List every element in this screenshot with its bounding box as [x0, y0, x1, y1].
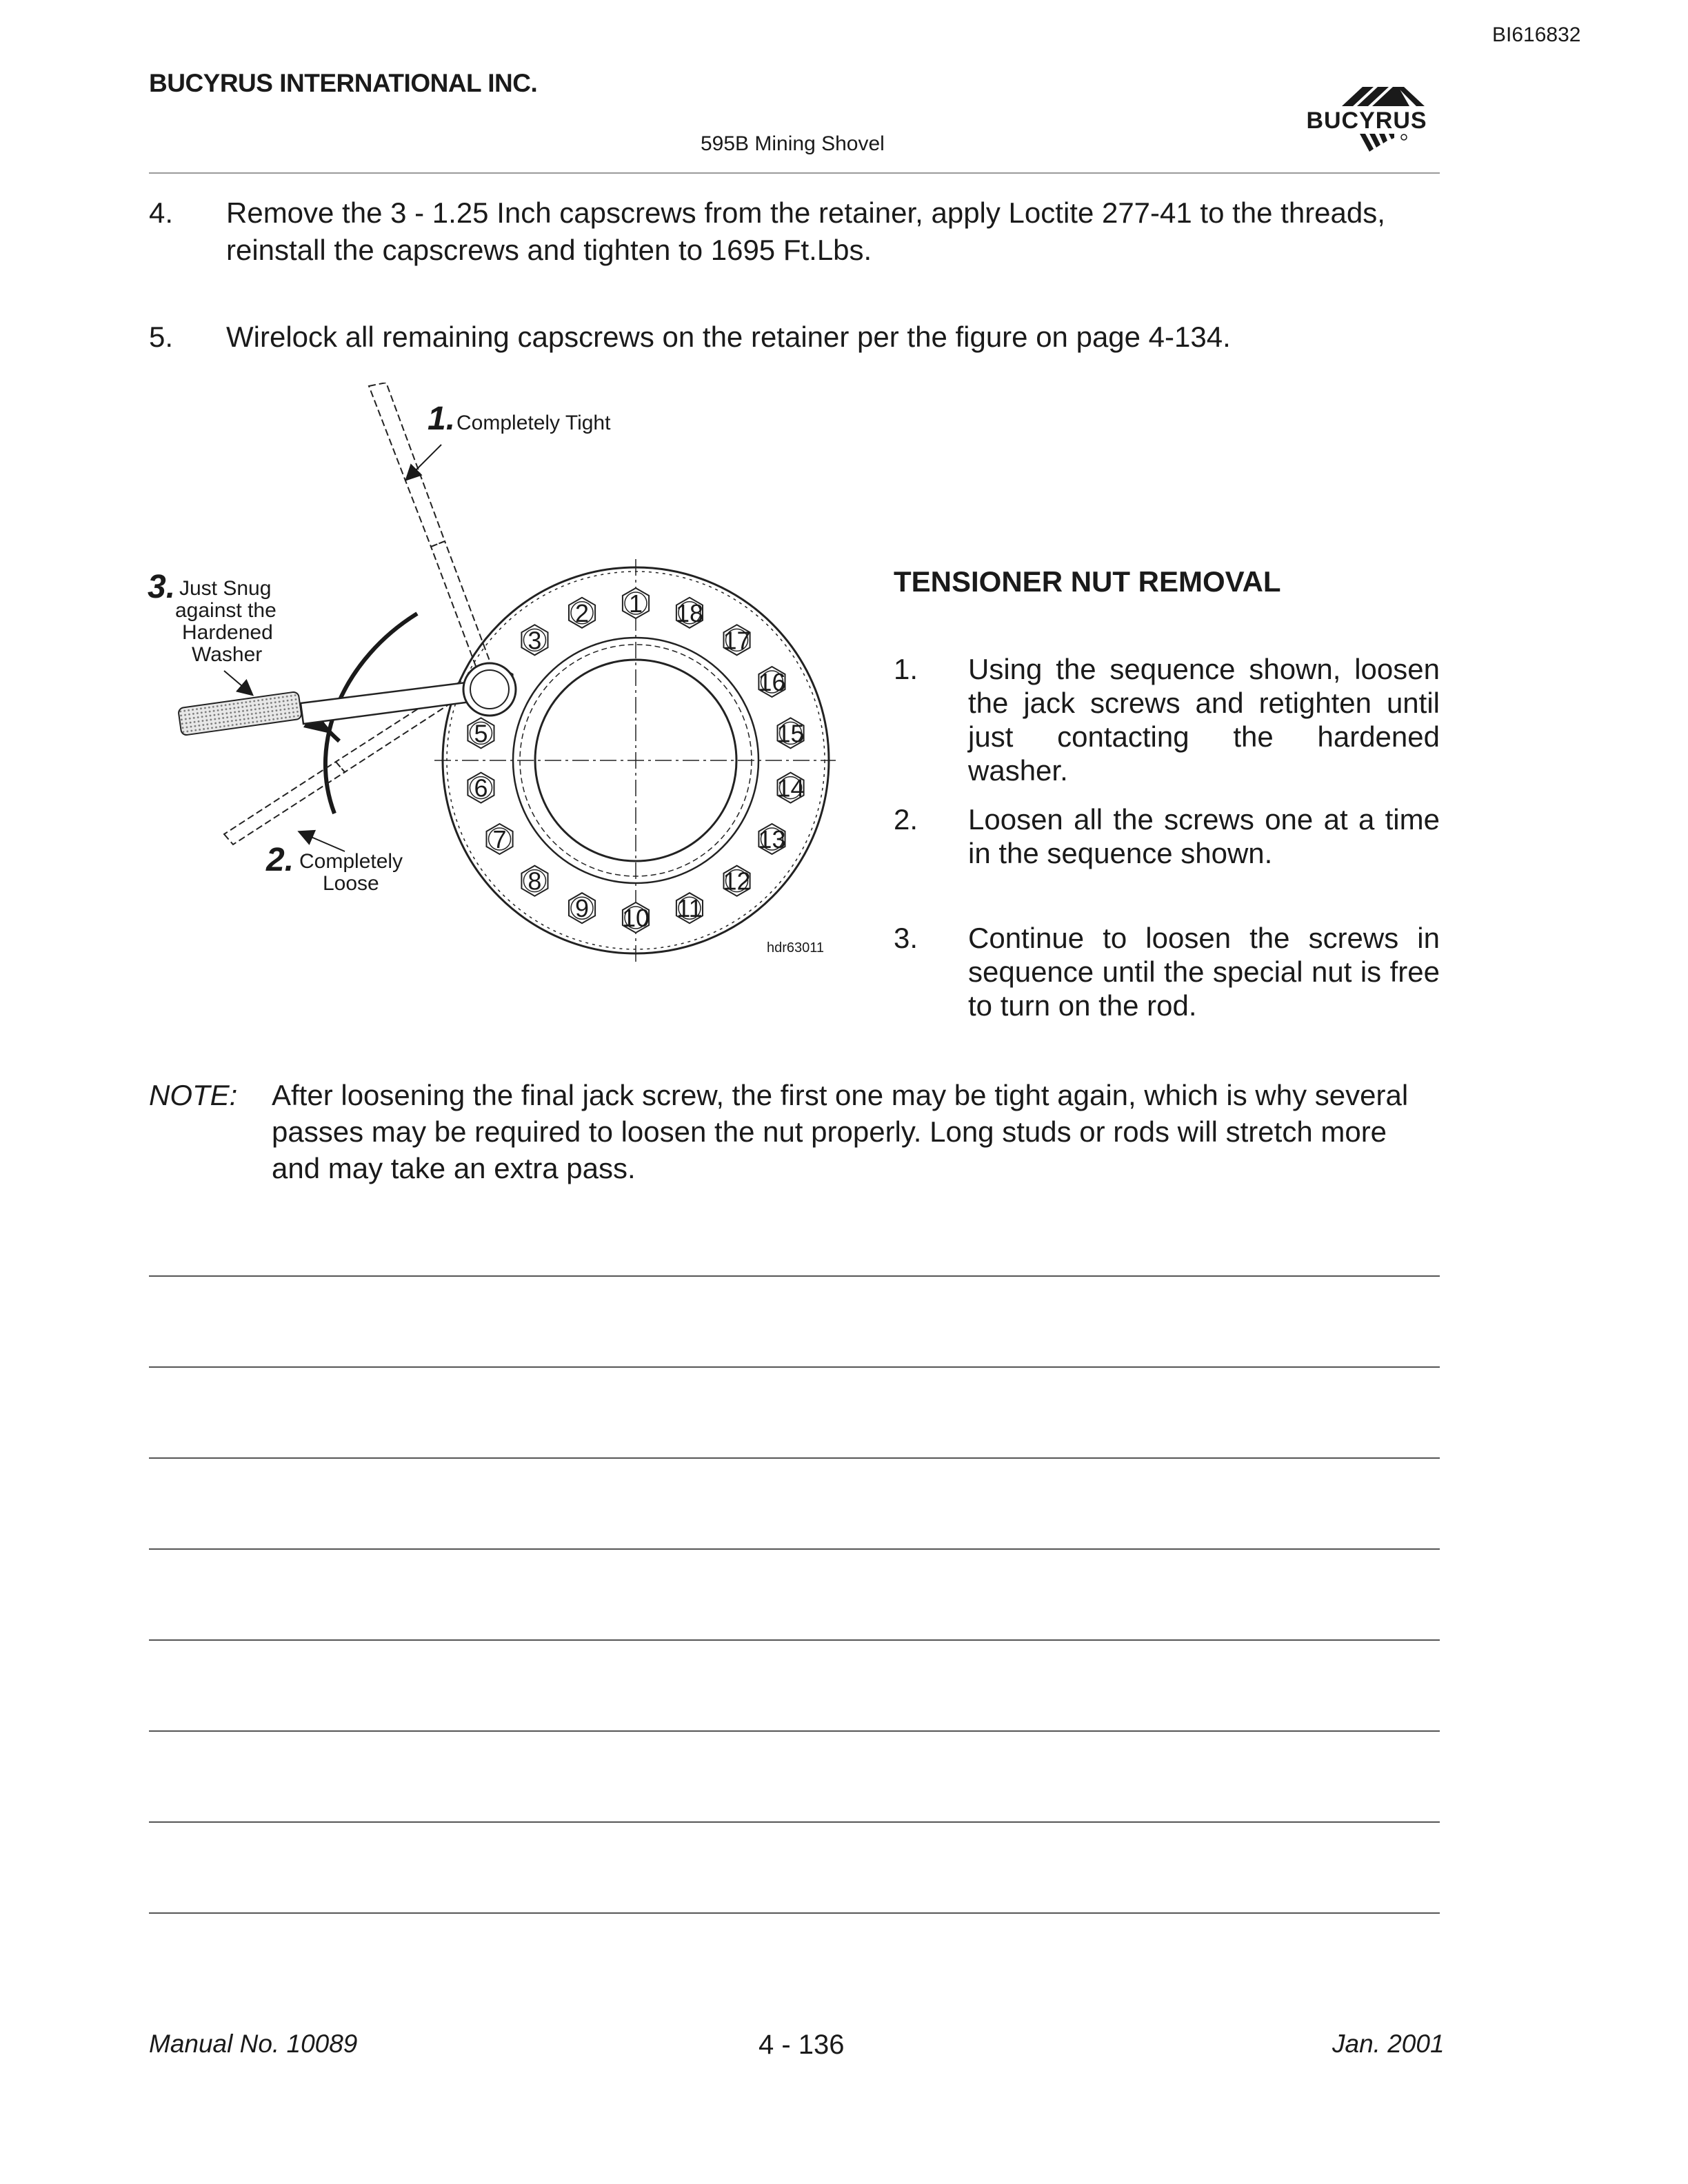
- notes-line: [149, 1821, 1440, 1823]
- bolt-label: 7: [492, 825, 507, 853]
- bolt-label: 3: [528, 626, 542, 655]
- step-number: 3.: [894, 922, 918, 954]
- document-id: BI616832: [1492, 23, 1581, 46]
- step-text: Continue to loosen the screws in sequence until the special nut is free to turn on the rod.: [968, 922, 1440, 1022]
- note-text: After loosening the final jack screw, the first one may be tight again, which is why several passes may be required to loosen the nut properly. Long studs or rods will stretch more and may take an extra pass.: [272, 1079, 1409, 1184]
- notes-line: [149, 1912, 1440, 1914]
- header-rule: [149, 172, 1440, 174]
- bolt-17: [723, 625, 751, 655]
- bolt-8: [521, 866, 547, 896]
- notes-line: [149, 1366, 1440, 1368]
- bolt-sequence-figure: [138, 383, 848, 975]
- flange: [434, 559, 836, 962]
- bucyrus-logo: [1294, 72, 1445, 161]
- callout-number: 2.: [266, 842, 294, 878]
- bolt-label: 12: [723, 867, 751, 896]
- bolt-label: 8: [528, 867, 542, 896]
- step-text: Remove the 3 - 1.25 Inch capscrews from the retainer, apply Loctite 277-41 to the threads, reinstall the capscrews and tighten to 1695 Ft.Lbs.: [226, 196, 1385, 266]
- notes-line: [149, 1548, 1440, 1550]
- step-text: Using the sequence shown, loosen the jack screws and retighten until just contacting the hardened washer.: [968, 653, 1440, 787]
- bolt-7: [487, 824, 513, 854]
- bolt-16: [758, 667, 785, 697]
- note-label: NOTE:: [149, 1079, 238, 1111]
- bolt-label: 13: [758, 825, 786, 853]
- procedure-step-2: [894, 802, 1440, 871]
- bolt-label: 1: [628, 589, 643, 618]
- bolt-label: 18: [675, 598, 704, 627]
- procedure-step-1: [894, 652, 1440, 787]
- bolt-18: [676, 598, 703, 628]
- notes-line: [149, 1639, 1440, 1641]
- section-title: TENSIONER NUT REMOVAL: [894, 565, 1281, 598]
- bolt-label: 11: [676, 894, 703, 923]
- bolt-label: 17: [723, 626, 751, 655]
- callout-number: 3.: [148, 569, 176, 605]
- callout-completely-tight: [407, 401, 611, 479]
- publication-date: Jan. 2001: [1332, 2030, 1445, 2058]
- callout-number: 1.: [428, 401, 456, 437]
- notes-line: [149, 1730, 1440, 1732]
- bolt-label: 6: [474, 774, 488, 802]
- bolt-label: 2: [575, 598, 590, 627]
- step-number: 5.: [149, 321, 174, 353]
- bolt-9: [569, 893, 595, 923]
- bolt-label: 5: [474, 719, 488, 748]
- step-text: Wirelock all remaining capscrews on the retainer per the figure on page 4-134.: [226, 321, 1231, 353]
- manual-number: Manual No. 10089: [149, 2030, 358, 2058]
- bolt-15: [777, 718, 805, 748]
- page-number: 4 - 136: [758, 2030, 845, 2060]
- step-4: [149, 194, 1440, 277]
- bolt-10: [622, 902, 650, 933]
- callout-label: Just Snug: [179, 577, 272, 600]
- bolt-6: [468, 773, 494, 803]
- callout-label: against the: [175, 599, 277, 622]
- callout-label: Loose: [323, 872, 379, 895]
- callout-completely-loose: [265, 832, 403, 895]
- bolt-3: [521, 625, 547, 655]
- callout-label: Washer: [192, 643, 263, 666]
- step-text: Loosen all the screws one at a time in the sequence shown.: [968, 803, 1440, 869]
- callout-label: Hardened: [182, 621, 273, 644]
- step-number: 1.: [894, 653, 918, 685]
- bolt-11: [676, 893, 703, 923]
- callout-label: Completely: [299, 850, 403, 873]
- bolt-2: [569, 598, 595, 628]
- notes-line: [149, 1457, 1440, 1459]
- bolt-label: 15: [776, 719, 805, 748]
- bolt-label: 14: [776, 774, 805, 802]
- bolt-14: [777, 773, 805, 803]
- step-5: [149, 318, 1440, 360]
- callout-just-snug: [148, 569, 277, 694]
- figure-id: hdr63011: [767, 940, 825, 956]
- procedure-step-3: [894, 921, 1440, 1024]
- logo-wordmark: BUCYRUS: [1306, 108, 1427, 134]
- bolt-13: [758, 824, 785, 854]
- step-number: 4.: [149, 196, 174, 229]
- callout-label: Completely Tight: [456, 412, 611, 434]
- bolt-1: [623, 588, 649, 618]
- bolt-12: [723, 866, 751, 896]
- notes-line: [149, 1275, 1440, 1277]
- company-name: BUCYRUS INTERNATIONAL INC.: [149, 69, 538, 97]
- bolt-5: [468, 718, 494, 748]
- step-number: 2.: [894, 803, 918, 836]
- product-name: 595B Mining Shovel: [701, 132, 885, 155]
- bolt-label: 10: [621, 904, 650, 932]
- bolt-label: 9: [575, 894, 590, 923]
- bolt-label: 16: [758, 668, 786, 696]
